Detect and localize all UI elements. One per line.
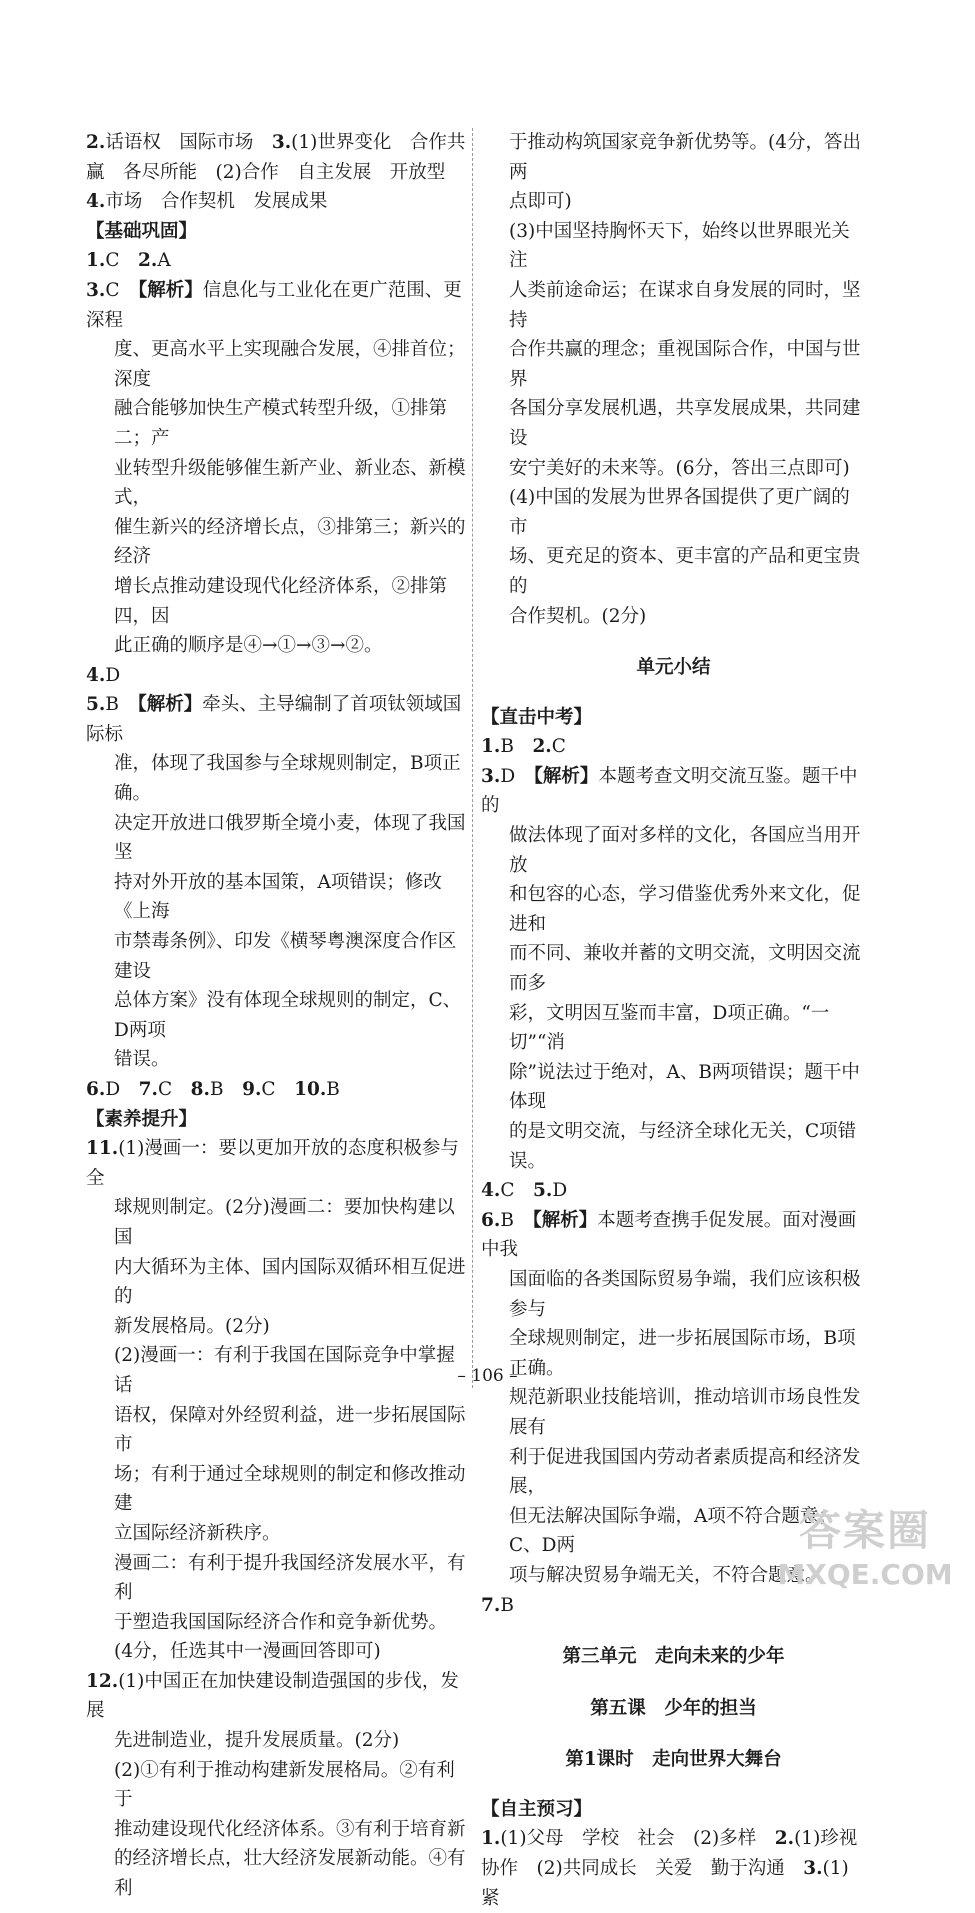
answer-line [86, 1608, 466, 1638]
item-text: 和包容的心态，学习借鉴优秀外来文化，促进和 [509, 884, 861, 935]
item-text: 安宁美好的未来等。(6分，答出三点即可) [509, 457, 850, 479]
answer-item [86, 661, 466, 691]
answer-line [86, 1815, 466, 1845]
answer-line [86, 1726, 466, 1756]
item-text: 立国际经济新秩序。 [114, 1522, 281, 1544]
section-heading: 【素养提升】 [86, 1108, 198, 1130]
item-number: 2. [137, 250, 158, 272]
item-text: D [552, 1180, 568, 1202]
item-number: 2. [532, 736, 552, 758]
answer-line [86, 1519, 466, 1549]
section-heading: 【直击中考】 [481, 706, 593, 728]
item-text: C [500, 1180, 533, 1202]
item-text: 场、更充足的资本、更丰富的产品和更宝贵的 [509, 546, 861, 597]
item-number: 2. [774, 1828, 795, 1850]
answer-item [481, 1176, 866, 1206]
item-number: 11. [86, 1138, 119, 1160]
item-text: 点即可) [509, 191, 572, 213]
item-number: 6. [481, 1209, 501, 1231]
answer-item [86, 187, 466, 217]
answer-line [86, 335, 466, 394]
item-text: D [105, 664, 121, 686]
answer-line [481, 454, 866, 484]
item-text: C [158, 1079, 191, 1100]
answer-line [86, 1312, 466, 1342]
answer-item [86, 1075, 466, 1105]
answer-line [481, 939, 866, 998]
item-number: 【解析】 [137, 279, 203, 301]
section-title: 单元小结 [636, 657, 711, 679]
answer-line [481, 821, 866, 880]
item-text: 准，体现了我国参与全球规则制定，B项正确。 [114, 753, 461, 805]
answer-line [481, 542, 866, 601]
item-text: 合作契机。(2分) [509, 605, 647, 627]
item-text: (2)①有利于推动构建新发展格局。②有利于 [114, 1759, 455, 1811]
watermark-logo: 答案圈 [798, 1506, 931, 1555]
item-number: 1. [481, 736, 501, 758]
item-text: 内大循环为主体、国内国际双循环相互促进的 [114, 1256, 466, 1308]
answer-line [481, 187, 866, 217]
answer-line [481, 1854, 866, 1913]
item-text: 本题考查文明交流互鉴。题干中的 [481, 765, 858, 817]
item-text: 于推动构筑国家竞争新优势等。(4分，答出两 [509, 132, 861, 183]
answer-line [86, 1193, 466, 1252]
item-text: (4)中国的发展为世界各国提供了更广阔的市 [509, 487, 850, 538]
answer-line [86, 927, 466, 986]
answer-item [481, 1824, 866, 1854]
watermark-url: MXQE.COM [777, 1558, 953, 1591]
item-text: B [500, 1209, 533, 1231]
item-text: 于塑造我国国际经济合作和竞争新优势。 [114, 1611, 448, 1633]
answer-line [86, 1549, 466, 1608]
item-text: 新发展格局。(2分) [114, 1315, 270, 1337]
answer-line [481, 999, 866, 1058]
item-text: B [105, 694, 138, 716]
answer-line [86, 868, 466, 927]
answer-line [481, 483, 866, 542]
answer-item [481, 1591, 866, 1621]
page-number: – 106 – [457, 1366, 518, 1386]
item-number: 7. [138, 1079, 158, 1100]
answer-line [86, 1637, 466, 1667]
item-text: 做法体现了面对多样的文化，各国应当用开放 [509, 825, 861, 876]
item-text: D [500, 765, 534, 787]
item-number: 【解析】 [533, 765, 599, 787]
item-text: 市场 合作契机 发展成果 [105, 191, 328, 213]
section-title: 第五课 少年的担当 [590, 1697, 757, 1719]
answer-item [481, 732, 866, 762]
answer-line [481, 1058, 866, 1117]
item-text: 除”说法过于绝对，A、B两项错误；题干中体现 [509, 1061, 860, 1113]
answer-line [86, 572, 466, 631]
item-text: B [500, 1594, 514, 1616]
answer-item [86, 128, 466, 158]
item-number: 3. [86, 279, 106, 301]
answer-line [481, 394, 866, 453]
item-text: 协作 (2)共同成长 关爱 勤于沟通 [481, 1858, 804, 1880]
item-number: 10. [294, 1079, 327, 1100]
item-text: 国面临的各类国际贸易争端，我们应该积极参与 [509, 1268, 861, 1320]
answer-line [86, 749, 466, 808]
item-text: 利于促进我国国内劳动者素质提高和经济发展， [509, 1446, 861, 1498]
item-text: 赢 各尽所能 (2)合作 自主发展 开放型 [86, 161, 446, 183]
answer-line [86, 1401, 466, 1460]
item-number: 7. [481, 1594, 501, 1616]
item-text: 决定开放进口俄罗斯全境小麦，体现了我国坚 [114, 812, 466, 864]
item-text: 合作共赢的理念；重视国际合作，中国与世界 [509, 339, 861, 390]
answer-line [481, 1443, 866, 1502]
item-text: 此正确的顺序是④→①→③→②。 [114, 635, 383, 657]
item-text: 融合能够加快生产模式转型升级，①排第二；产 [114, 398, 448, 449]
item-number: 1. [86, 250, 106, 272]
answer-line [481, 128, 866, 187]
item-number: 1. [481, 1828, 501, 1850]
answer-line [481, 335, 866, 394]
item-text: 各国分享发展机遇，共享发展成果，共同建设 [509, 398, 861, 449]
item-number: 9. [242, 1079, 262, 1100]
section-heading: 【基础巩固】 [86, 220, 198, 242]
item-text: 但无法解决国际争端，A项不符合题意；C、D两 [509, 1505, 837, 1557]
item-text: 持对外开放的基本国策，A项错误；修改《上海 [114, 871, 442, 923]
item-text: 语权，保障对外经贸利益，进一步拓展国际市 [114, 1404, 466, 1456]
answer-line [86, 809, 466, 868]
item-text: (1)紧 [481, 1858, 849, 1909]
item-text: 催生新兴的经济增长点，③排第三；新兴的经济 [114, 516, 466, 568]
watermark [770, 1498, 960, 1591]
answer-item [86, 1667, 466, 1726]
answer-item [86, 246, 466, 276]
item-number: 4. [86, 191, 106, 213]
item-text: 总体方案》没有体现全球规则的制定，C、D两项 [114, 990, 462, 1041]
item-text: C [105, 250, 138, 272]
item-text: 话语权 国际市场 [105, 132, 272, 153]
item-text: C [105, 279, 138, 301]
answer-line [86, 986, 466, 1045]
item-text: (2)漫画一：有利于我国在国际竞争中掌握话 [114, 1345, 455, 1396]
item-text: (1)父母 学校 社会 (2)多样 [500, 1828, 775, 1850]
answer-line [481, 217, 866, 276]
section-title: 第三单元 走向未来的少年 [562, 1646, 785, 1668]
item-text: 先进制造业，提升发展质量。(2分) [114, 1730, 400, 1752]
item-text: 球规则制定。(2分)漫画二：要加快构建以国 [114, 1197, 455, 1248]
section-heading: 【自主预习】 [481, 1798, 593, 1820]
item-number: 【解析】 [532, 1209, 598, 1231]
answer-line [86, 1756, 466, 1815]
item-number: 【解析】 [137, 694, 203, 716]
item-text: B [209, 1079, 243, 1100]
item-text: 市禁毒条例》、印发《横琴粤澳深度合作区建设 [114, 931, 457, 982]
item-text: 规范新职业技能培训，推动培训市场良性发展有 [509, 1387, 861, 1438]
item-text: B [326, 1079, 340, 1100]
item-text: 项与解决贸易争端无关，不符合题意。 [509, 1564, 824, 1586]
column-divider [472, 128, 473, 1388]
item-text: C [261, 1079, 295, 1100]
item-text: 而不同、兼收并蓄的文明交流，文明因交流而多 [509, 943, 861, 995]
answer-line [481, 602, 866, 632]
item-text: (3)中国坚持胸怀天下，始终以世界眼光关注 [509, 220, 850, 272]
item-text: 全球规则制定，进一步拓展国际市场，B项正确。 [509, 1328, 856, 1379]
item-number: 2. [86, 132, 106, 153]
item-text: C [551, 736, 566, 758]
answer-item [86, 1134, 466, 1193]
item-number: 3. [271, 132, 292, 153]
item-text: 的是文明交流，与经济全球化无关，C项错误。 [509, 1121, 857, 1172]
item-text: 推动建设现代化经济体系。③有利于培育新 [114, 1818, 466, 1840]
item-text: 牵头、主导编制了首项钛领域国际标 [86, 694, 462, 745]
answer-line [481, 880, 866, 939]
item-text: (4分，任选其中一漫画回答即可) [114, 1641, 381, 1663]
item-text: 漫画二：有利于提升我国经济发展水平，有利 [114, 1552, 466, 1604]
answer-line [86, 158, 466, 188]
answer-line [481, 1265, 866, 1324]
item-text: D [105, 1079, 139, 1100]
answer-item [86, 276, 466, 335]
answer-line [86, 513, 466, 572]
answer-item [481, 762, 866, 821]
item-number: 8. [190, 1079, 210, 1100]
item-number: 4. [481, 1180, 501, 1202]
item-text: (1)世界变化 合作共 [291, 132, 466, 153]
left-column [86, 128, 466, 1904]
item-number: 12. [86, 1670, 119, 1692]
answer-line [86, 1045, 466, 1075]
answer-item [86, 690, 466, 749]
answer-line [86, 631, 466, 661]
answer-line [481, 1117, 866, 1176]
item-text: B [500, 736, 533, 758]
item-number: 4. [86, 664, 106, 686]
item-text: (1)珍视 [794, 1828, 858, 1850]
answer-item [481, 1206, 866, 1265]
answer-line [481, 1383, 866, 1442]
answer-line [86, 454, 466, 513]
item-number: 6. [86, 1079, 106, 1100]
answer-line [481, 276, 866, 335]
item-text: A [157, 250, 171, 272]
item-text: 场；有利于通过全球规则的制定和修改推动建 [114, 1463, 466, 1515]
item-number: 3. [803, 1858, 823, 1880]
section-title: 第1课时 走向世界大舞台 [565, 1749, 782, 1771]
answer-line [86, 1460, 466, 1519]
right-column [481, 128, 866, 1913]
answer-line [86, 1844, 466, 1903]
item-text: (1)中国正在加快建设制造强国的步伐，发展 [86, 1670, 459, 1722]
item-text: 信息化与工业化在更广范围、更深程 [86, 279, 462, 331]
item-text: 人类前途命运；在谋求自身发展的同时，坚持 [509, 279, 861, 331]
item-number: 5. [532, 1180, 553, 1202]
item-text: 本题考查携手促发展。面对漫画中我 [481, 1209, 857, 1261]
item-text: (1)漫画一：要以更加开放的态度积极参与全 [86, 1138, 459, 1189]
item-text: 彩，文明因互鉴而丰富，D项正确。“一切”“消 [509, 1002, 830, 1054]
item-text: 的经济增长点，壮大经济发展新动能。④有利 [114, 1848, 466, 1900]
item-text: 业转型升级能够催生新产业、新业态、新模式， [114, 457, 466, 509]
item-text: 增长点推动建设现代化经济体系，②排第四，因 [114, 575, 448, 627]
answer-line [86, 1253, 466, 1312]
item-number: 5. [86, 694, 106, 716]
item-number: 3. [481, 765, 501, 787]
item-text: 错误。 [114, 1049, 170, 1071]
item-text: 度、更高水平上实现融合发展，④排首位；深度 [114, 339, 466, 390]
answer-line [86, 394, 466, 453]
